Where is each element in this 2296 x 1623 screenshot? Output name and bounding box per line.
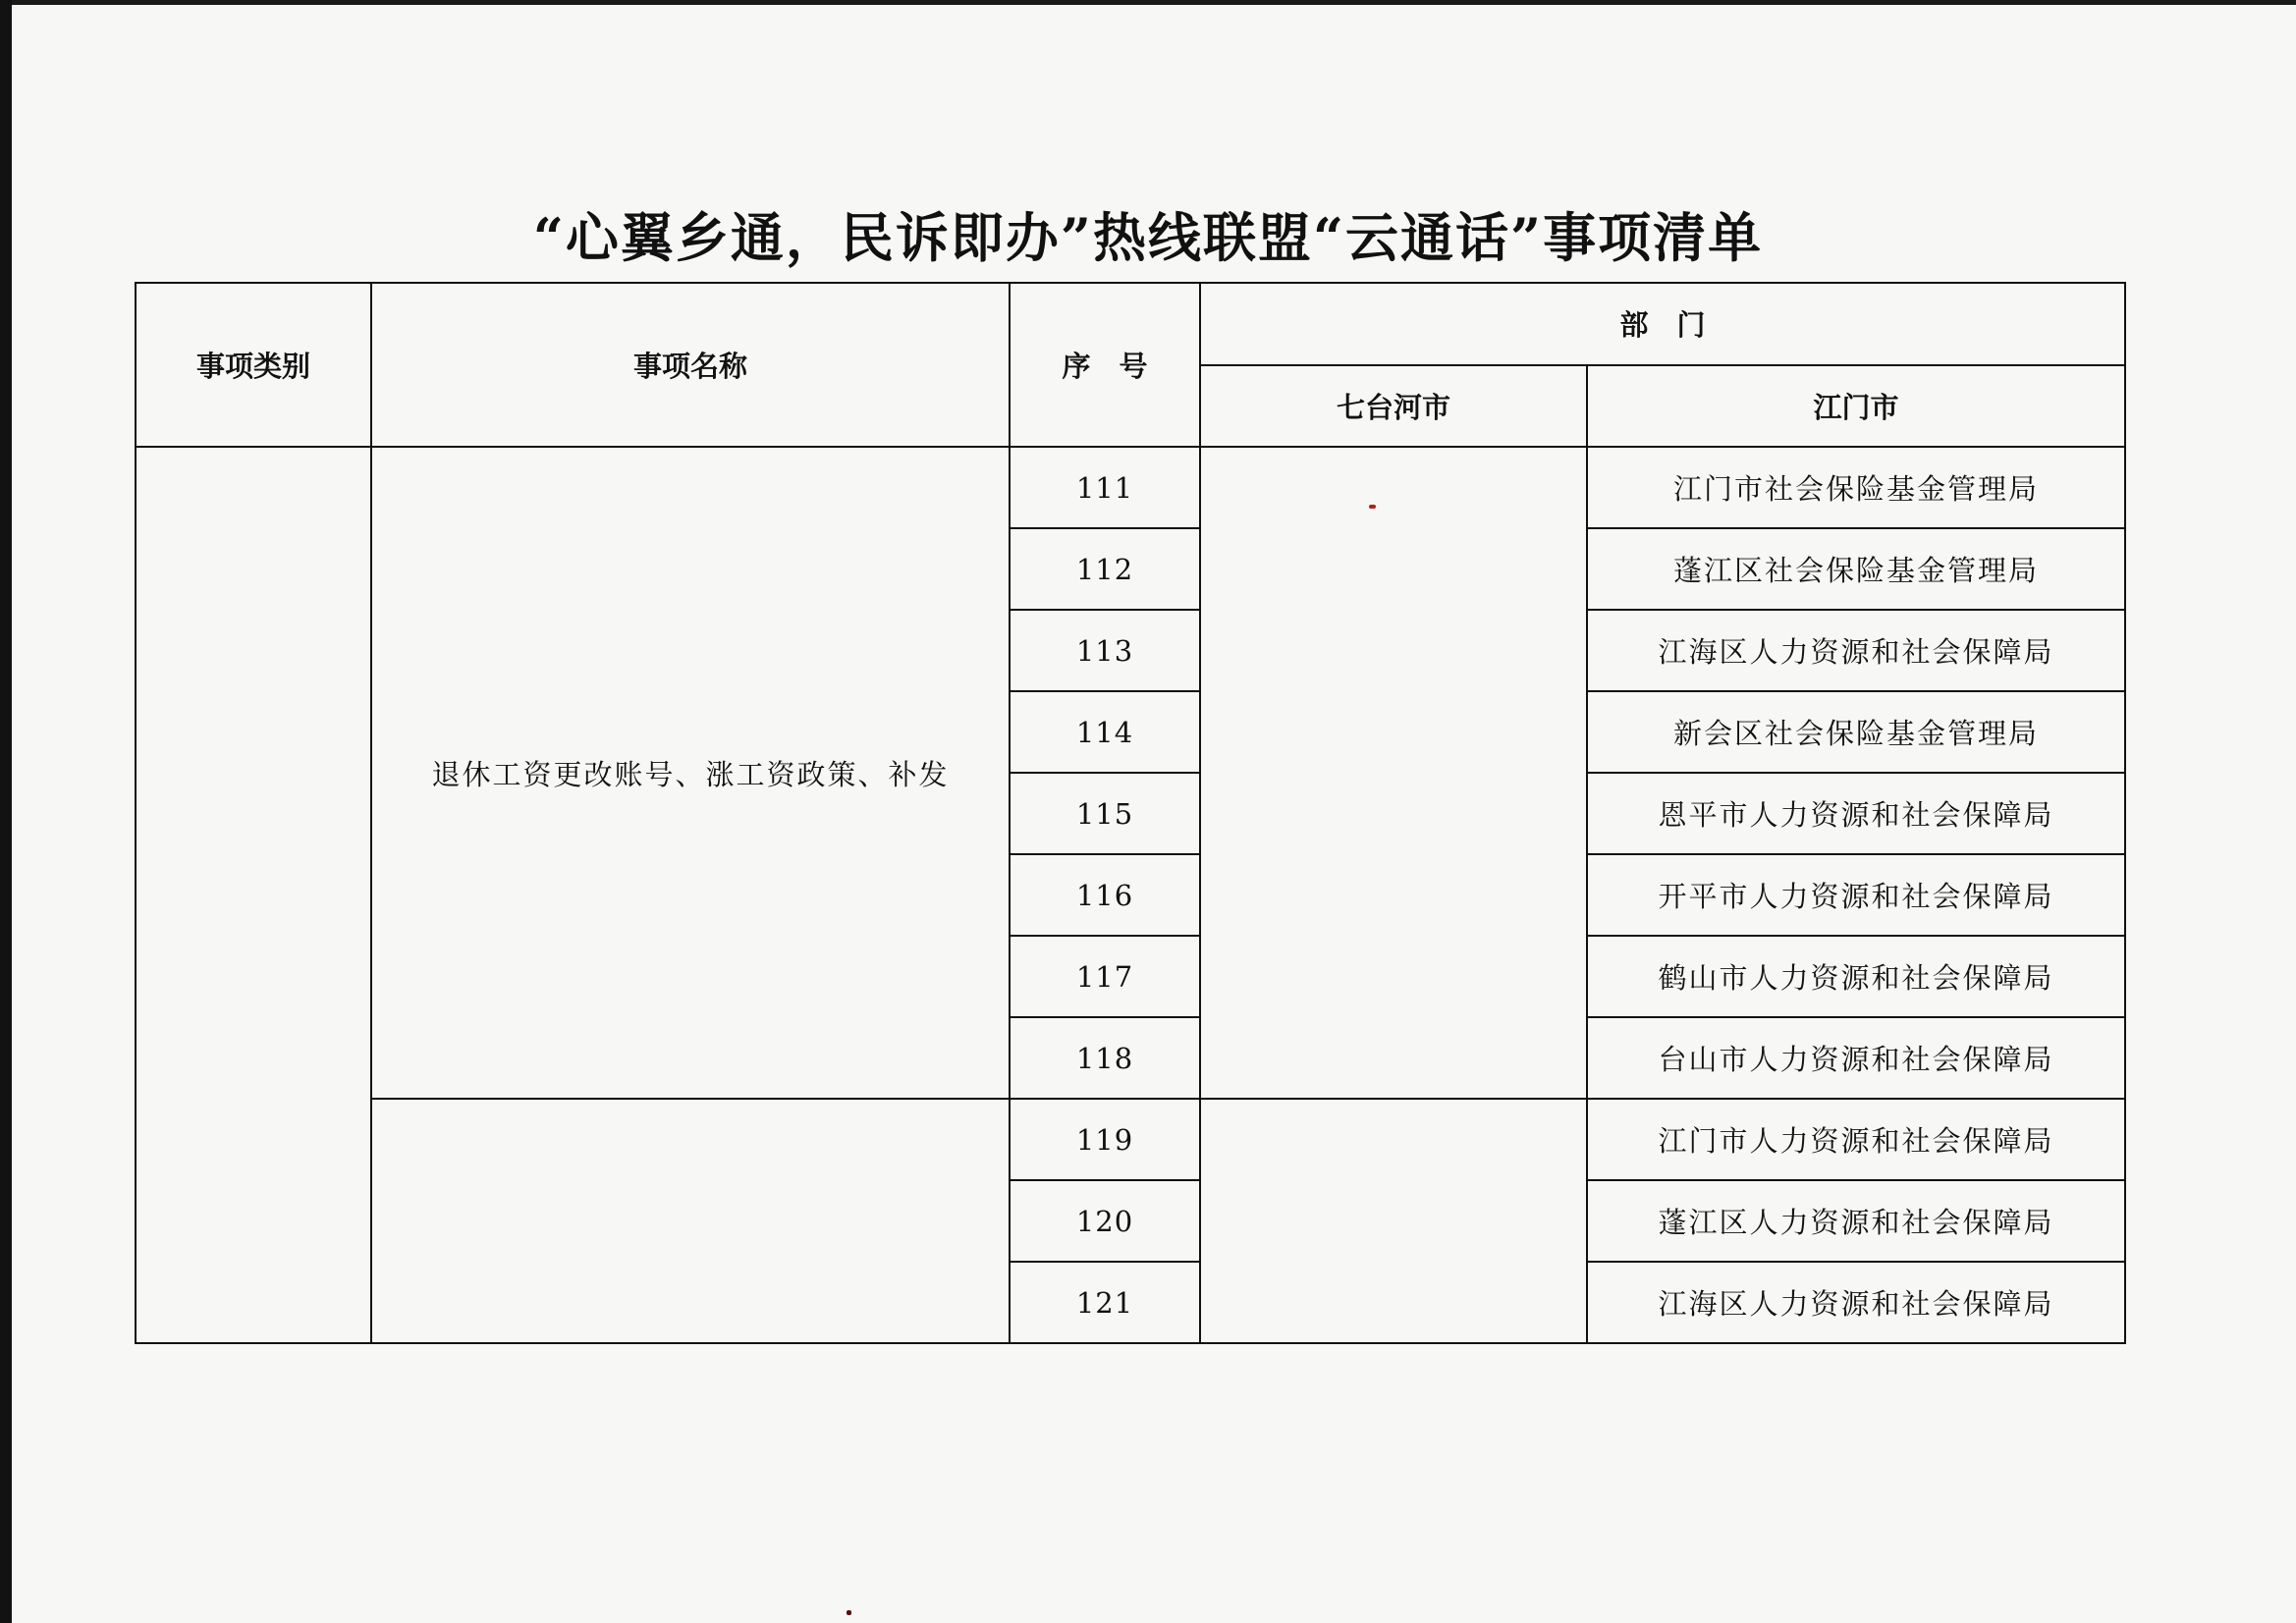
table-row	[136, 447, 2125, 528]
item-name-cell: 退休工资更改账号、涨工资政策、补发	[371, 447, 1010, 1099]
jiangmen-dept-cell: 江海区人力资源和社会保障局	[1587, 1262, 2125, 1343]
header-jiangmen: 江门市	[1587, 365, 2125, 448]
seq-cell: 117	[1010, 936, 1200, 1017]
jiangmen-dept-cell: 鹤山市人力资源和社会保障局	[1587, 936, 2125, 1017]
jiangmen-dept-cell: 蓬江区人力资源和社会保障局	[1587, 1180, 2125, 1262]
header-department: 部 门	[1200, 283, 2125, 365]
jiangmen-dept-cell: 江门市社会保险基金管理局	[1587, 447, 2125, 528]
header-item-name: 事项名称	[371, 283, 1010, 447]
seq-cell: 112	[1010, 528, 1200, 610]
scan-speck	[847, 1610, 851, 1615]
header-seq: 序 号	[1010, 283, 1200, 447]
seq-cell: 113	[1010, 610, 1200, 691]
table-row	[136, 1099, 2125, 1180]
jiangmen-dept-cell: 江海区人力资源和社会保障局	[1587, 610, 2125, 691]
seq-cell: 121	[1010, 1262, 1200, 1343]
seq-cell: 120	[1010, 1180, 1200, 1262]
item-name-cell	[371, 1099, 1010, 1343]
item-list-table	[135, 282, 2126, 1344]
document-title: “心翼乡通，民诉即办”热线联盟“云通话”事项清单	[532, 206, 1764, 269]
seq-cell: 118	[1010, 1017, 1200, 1099]
seq-cell: 114	[1010, 691, 1200, 773]
jiangmen-dept-cell: 蓬江区社会保险基金管理局	[1587, 528, 2125, 610]
header-qitaihe: 七台河市	[1200, 365, 1587, 448]
qitaihe-dept-cell	[1200, 1099, 1587, 1343]
category-cell	[136, 447, 371, 1343]
jiangmen-dept-cell: 恩平市人力资源和社会保障局	[1587, 773, 2125, 854]
jiangmen-dept-cell: 江门市人力资源和社会保障局	[1587, 1099, 2125, 1180]
header-category: 事项类别	[136, 283, 371, 447]
seq-cell: 115	[1010, 773, 1200, 854]
jiangmen-dept-cell: 台山市人力资源和社会保障局	[1587, 1017, 2125, 1099]
qitaihe-dept-cell	[1200, 447, 1587, 1099]
scan-speck	[1369, 505, 1376, 509]
seq-cell: 119	[1010, 1099, 1200, 1180]
jiangmen-dept-cell: 新会区社会保险基金管理局	[1587, 691, 2125, 773]
jiangmen-dept-cell: 开平市人力资源和社会保障局	[1587, 854, 2125, 936]
seq-cell: 116	[1010, 854, 1200, 936]
scan-edge-top	[0, 0, 2296, 5]
seq-cell: 111	[1010, 447, 1200, 528]
